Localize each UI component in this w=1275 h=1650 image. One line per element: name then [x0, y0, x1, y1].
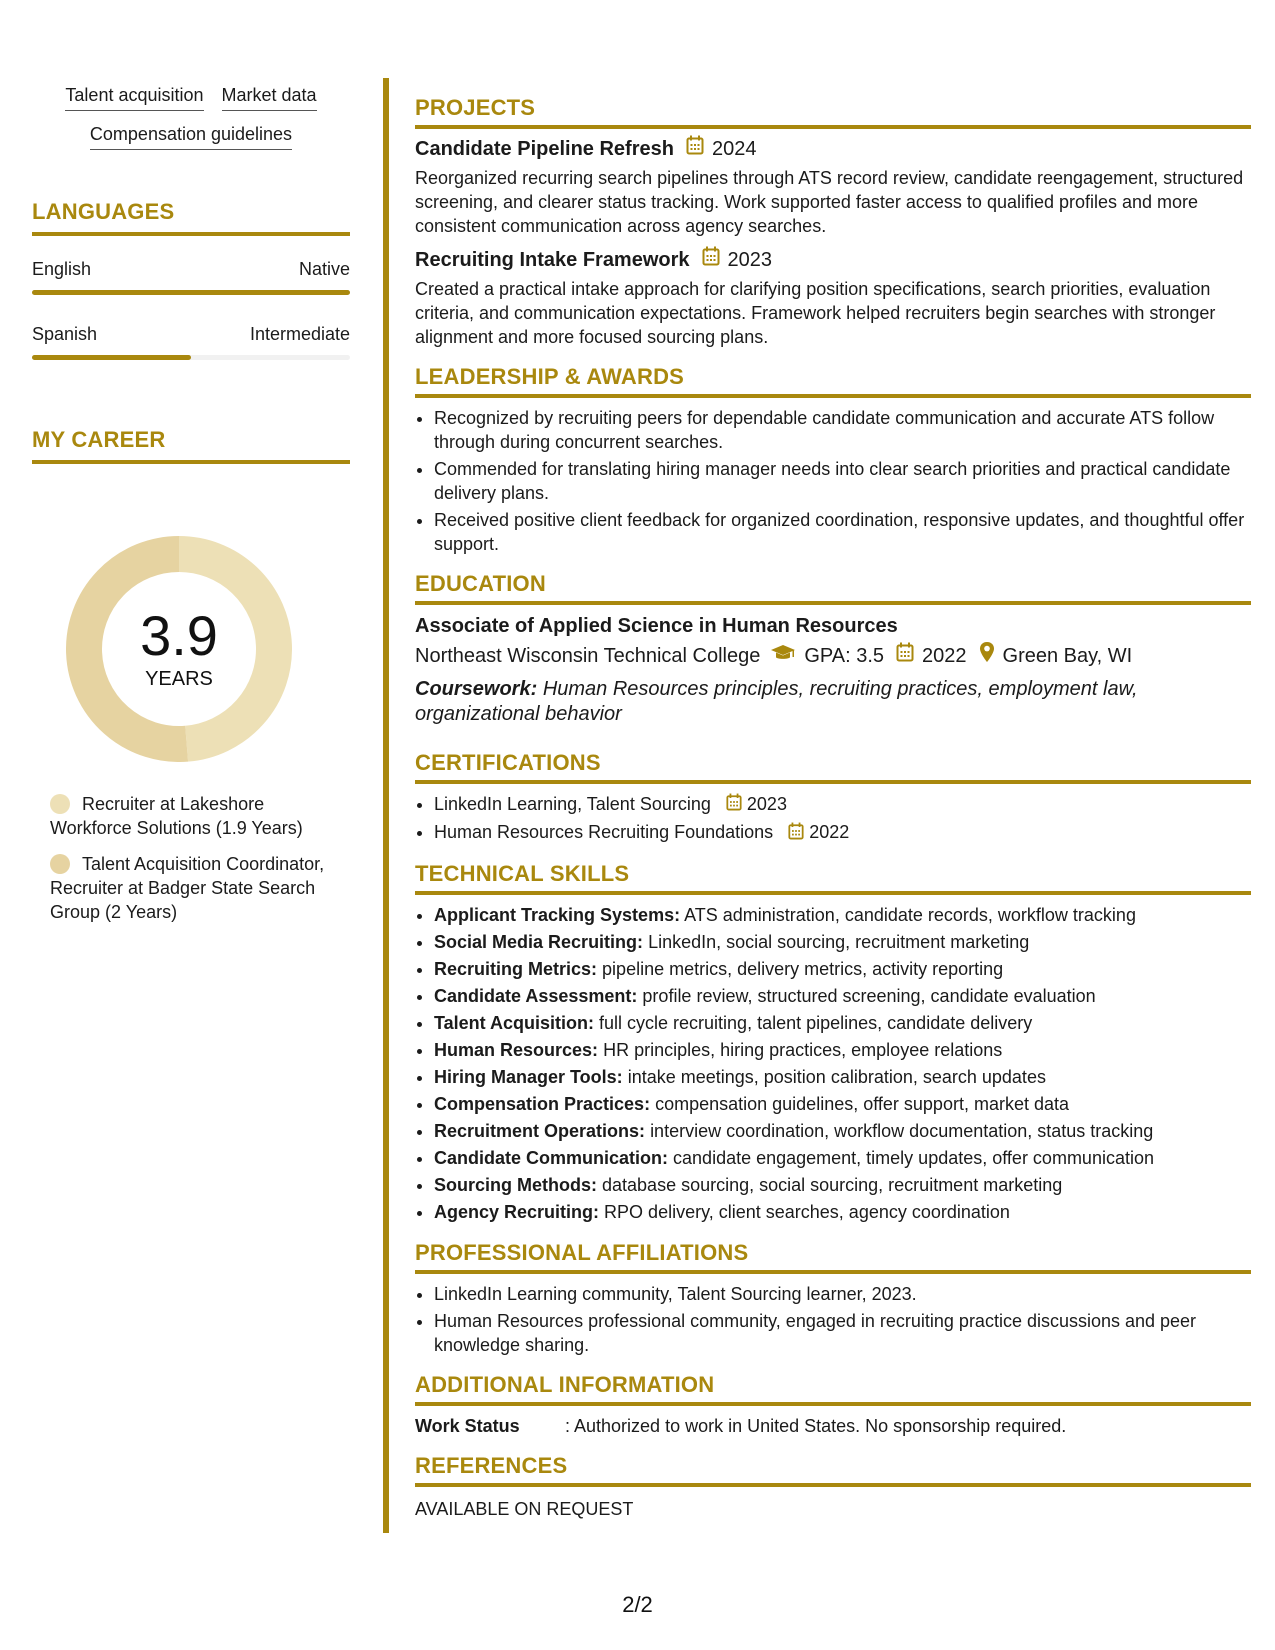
legend-dot — [50, 794, 70, 814]
calendar-icon — [702, 246, 720, 273]
skill-key: Recruiting Metrics: — [434, 958, 598, 979]
project-year: 2024 — [711, 137, 757, 160]
skills-heading: TECHNICAL SKILLS — [415, 860, 1251, 895]
skill-item — [434, 1119, 1251, 1144]
skill-value: LinkedIn, social sourcing, recruitment marketing — [648, 931, 1030, 952]
career-legend-item — [50, 852, 350, 924]
project-title: Candidate Pipeline Refresh — [415, 137, 674, 160]
skill-value: profile review, structured screening, candidate evaluation — [642, 985, 1096, 1006]
list-item — [434, 792, 1251, 817]
skill-key: Talent Acquisition: — [434, 1012, 594, 1033]
skill-tag: Market data — [222, 84, 317, 111]
calendar-icon — [896, 642, 914, 670]
references-heading: REFERENCES — [415, 1452, 1251, 1487]
career-legend — [50, 792, 350, 936]
skill-value: ATS administration, candidate records, workflow tracking — [684, 904, 1136, 925]
language-item — [32, 323, 350, 360]
skill-value: database sourcing, social sourcing, recruitment marketing — [602, 1174, 1063, 1195]
graduation-year: 2022 — [922, 645, 967, 667]
skill-item — [434, 1038, 1251, 1063]
coursework-label: Coursework: — [415, 678, 538, 700]
career-unit: YEARS — [145, 668, 213, 690]
affiliations-section — [415, 1239, 1251, 1357]
projects-section — [415, 94, 1251, 349]
skill-item — [434, 957, 1251, 982]
language-bar — [32, 355, 350, 360]
leadership-list — [415, 406, 1251, 556]
coursework-text: Human Resources principles, recruiting practices, employment law, organizational behavior — [415, 678, 1138, 725]
language-name: English — [32, 259, 92, 279]
project-description: Reorganized recurring search pipelines through ATS record review, candidate reengagement, structured screening, and clearer status tracking. Work supported faster access to qualified profiles and more consistent communication across agency searches. — [415, 168, 1244, 236]
work-status — [415, 1414, 1251, 1438]
location-pin-icon — [979, 641, 995, 671]
skill-tag: Talent acquisition — [65, 84, 203, 111]
work-status-label: Work Status — [415, 1415, 520, 1436]
skill-key: Candidate Communication: — [434, 1147, 669, 1168]
language-name: Spanish — [32, 324, 98, 344]
skill-key: Recruitment Operations: — [434, 1120, 646, 1141]
additional-section — [415, 1371, 1251, 1438]
skill-value: full cycle recruiting, talent pipelines, candidate delivery — [599, 1012, 1033, 1033]
projects-heading: PROJECTS — [415, 94, 1251, 129]
list-item: • Recognized by recruiting peers for dependable candidate communication and accurate ATS follow through during concurrent searches. — [434, 406, 1251, 454]
references-text: AVAILABLE ON REQUEST — [415, 1498, 634, 1519]
certification-name: Human Resources Recruiting Foundations — [434, 822, 774, 843]
language-level: Native — [298, 259, 350, 279]
skill-key: Applicant Tracking Systems: — [434, 904, 681, 925]
school-location: Green Bay, WI — [1002, 645, 1133, 667]
affiliations-heading: PROFESSIONAL AFFILIATIONS — [415, 1239, 1251, 1274]
calendar-icon — [788, 822, 804, 846]
additional-heading: ADDITIONAL INFORMATION — [415, 1371, 1251, 1406]
skill-value: RPO delivery, client searches, agency coordination — [604, 1201, 1010, 1222]
language-bar — [32, 290, 350, 295]
education-section — [415, 570, 1251, 727]
references-section — [415, 1452, 1251, 1521]
language-item — [32, 258, 350, 295]
skill-tags — [32, 84, 350, 150]
skill-value: HR principles, hiring practices, employee relations — [603, 1039, 1003, 1060]
project-title: Recruiting Intake Framework — [415, 248, 690, 271]
languages-section — [32, 198, 350, 360]
skill-item — [434, 984, 1251, 1009]
skill-item — [434, 930, 1251, 955]
skill-value: intake meetings, position calibration, search updates — [627, 1066, 1046, 1087]
education-heading: EDUCATION — [415, 570, 1251, 605]
skill-item — [434, 1065, 1251, 1090]
certification-year: 2022 — [809, 822, 850, 843]
graduation-cap-icon — [770, 642, 796, 670]
skill-item — [434, 1173, 1251, 1198]
work-status-value: : Authorized to work in United States. No sponsorship required. — [565, 1415, 1067, 1436]
skill-item — [434, 1200, 1251, 1225]
leadership-section — [415, 363, 1251, 556]
leadership-heading: LEADERSHIP & AWARDS — [415, 363, 1251, 398]
page-number: 2/2 — [622, 1592, 653, 1617]
calendar-icon — [686, 135, 704, 162]
career-total: 3.9 — [140, 604, 218, 667]
language-level: Intermediate — [249, 324, 350, 344]
skill-item — [434, 1146, 1251, 1171]
skill-item — [434, 1092, 1251, 1117]
skill-value: candidate engagement, timely updates, offer communication — [673, 1147, 1154, 1168]
legend-dot — [50, 854, 70, 874]
language-bar-fill — [32, 355, 191, 360]
language-bar-fill — [32, 290, 350, 295]
column-divider — [383, 78, 389, 1533]
education-details — [415, 641, 1251, 671]
skill-tag: Compensation guidelines — [90, 123, 292, 150]
certification-year: 2023 — [746, 794, 787, 814]
skill-key: Sourcing Methods: — [434, 1174, 597, 1195]
certification-name: LinkedIn Learning, Talent Sourcing — [434, 794, 711, 814]
gpa: GPA: 3.5 — [804, 645, 885, 667]
skill-value: compensation guidelines, offer support, market data — [655, 1093, 1069, 1114]
career-legend-item — [50, 792, 350, 840]
project-description: Created a practical intake approach for clarifying position specifications, search priorities, evaluation criteria, and communication expectations. Framework helped recruiters begin searches with stronger alignment and more focused sourcing plans. — [415, 279, 1216, 347]
languages-heading: LANGUAGES — [32, 198, 350, 236]
list-item — [434, 820, 1251, 845]
project-year: 2023 — [727, 248, 773, 271]
list-item: • Human Resources professional community, engaged in recruiting practice discussions and peer knowledge sharing. — [434, 1309, 1251, 1357]
career-legend-label: Recruiter at Lakeshore Workforce Solutions (1.9 Years) — [50, 794, 303, 838]
left-column — [32, 84, 350, 922]
skill-value: pipeline metrics, delivery metrics, activity reporting — [602, 958, 1004, 979]
skill-key: Human Resources: — [434, 1039, 599, 1060]
skill-item — [434, 1011, 1251, 1036]
skill-value: interview coordination, workflow documentation, status tracking — [650, 1120, 1154, 1141]
list-item: • Commended for translating hiring manager needs into clear search priorities and practical candidate delivery plans. — [434, 457, 1251, 505]
project-item — [415, 135, 1251, 238]
career-legend-label: Talent Acquisition Coordinator, Recruiter at Badger State Search Group (2 Years) — [50, 854, 325, 922]
skill-key: Compensation Practices: — [434, 1093, 651, 1114]
list-item: • LinkedIn Learning community, Talent Sourcing learner, 2023. — [434, 1282, 1251, 1306]
certifications-list — [415, 792, 1251, 846]
skill-key: Hiring Manager Tools: — [434, 1066, 623, 1087]
career-section — [32, 426, 350, 464]
career-donut — [66, 536, 292, 762]
skill-item — [434, 903, 1251, 928]
skill-key: Agency Recruiting: — [434, 1201, 600, 1222]
calendar-icon — [726, 793, 742, 817]
skill-key: Social Media Recruiting: — [434, 931, 644, 952]
list-item: • Received positive client feedback for organized coordination, responsive updates, and thoughtful offer support. — [434, 508, 1251, 556]
skills-section — [415, 860, 1251, 1225]
career-heading: MY CAREER — [32, 426, 350, 464]
certifications-section — [415, 749, 1251, 846]
right-column — [415, 94, 1251, 1535]
certifications-heading: CERTIFICATIONS — [415, 749, 1251, 784]
project-item — [415, 246, 1251, 349]
affiliations-list — [415, 1282, 1251, 1357]
degree-title: Associate of Applied Science in Human Resources — [415, 615, 898, 637]
school-name: Northeast Wisconsin Technical College — [415, 645, 761, 667]
skill-key: Candidate Assessment: — [434, 985, 638, 1006]
skills-list — [415, 903, 1251, 1225]
coursework — [415, 677, 1251, 727]
